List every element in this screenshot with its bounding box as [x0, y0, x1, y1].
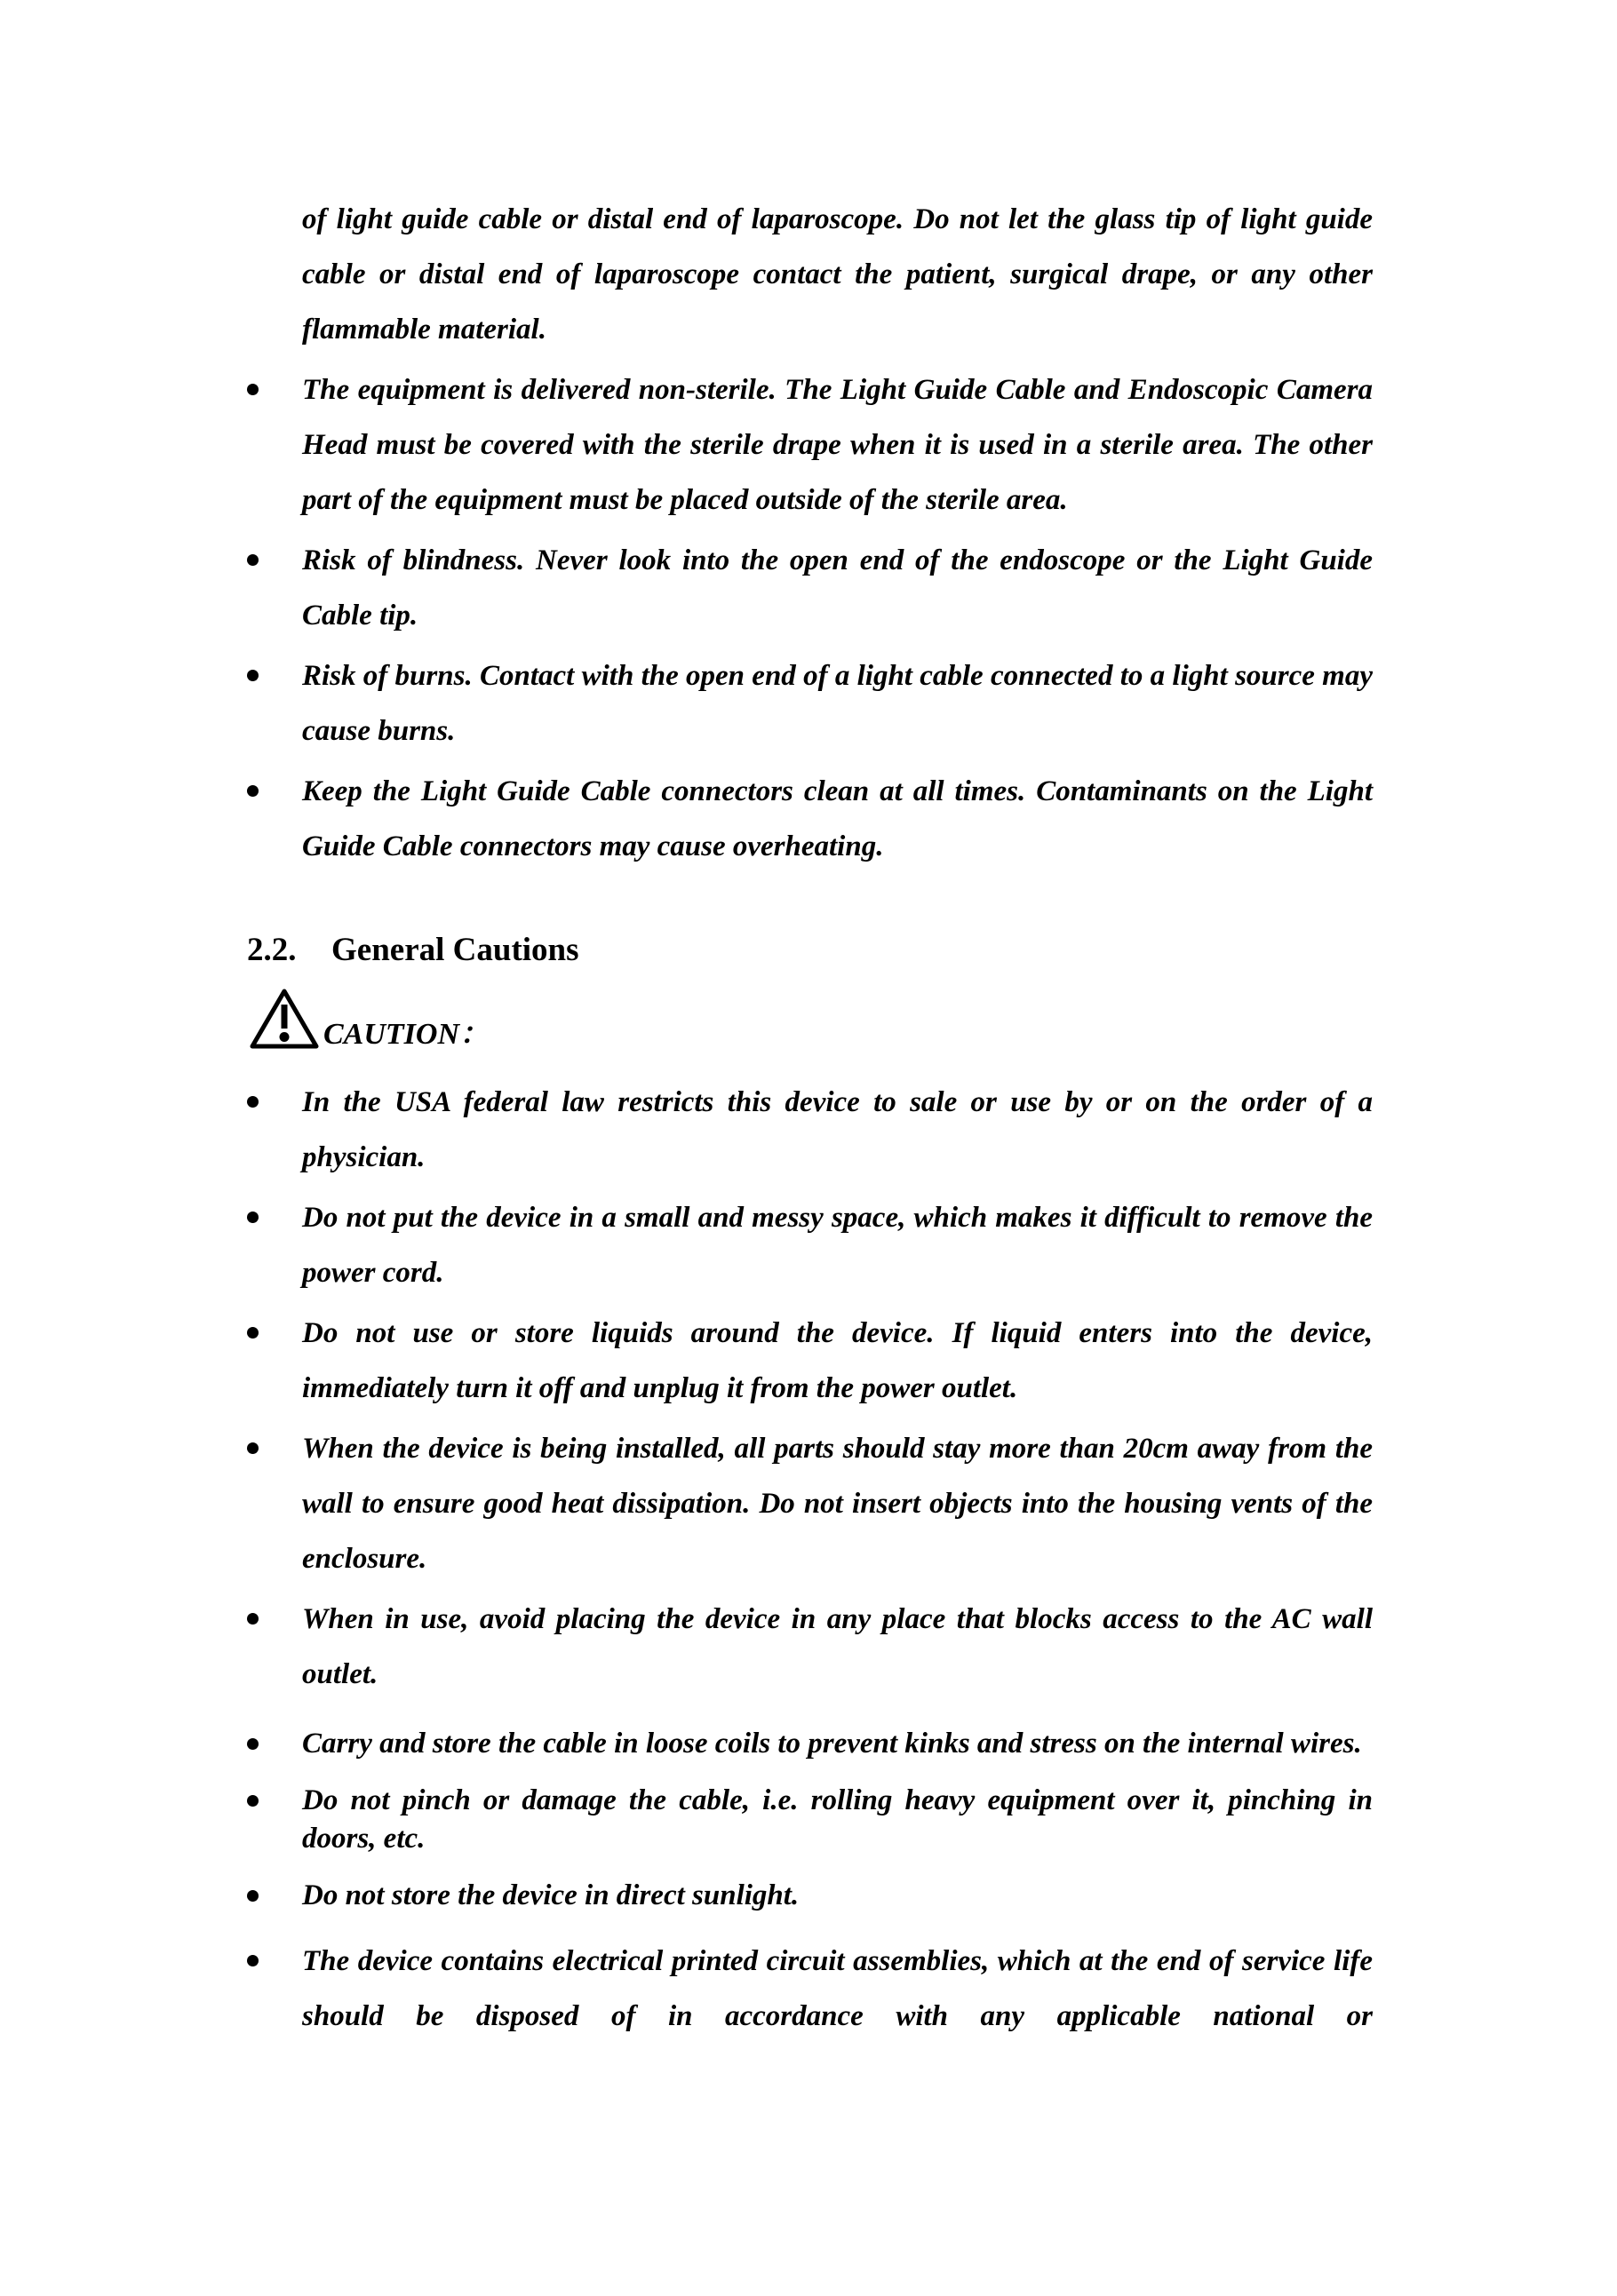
caution-bullet-item	[247, 1934, 1373, 2044]
caution-bullet-item	[247, 1306, 1373, 1416]
warning-bullet-item	[247, 764, 1373, 874]
page-content	[247, 192, 1373, 2049]
caution-bullet-text: The device contains electrical printed circuit assemblies, which at the end of service life should be disposed of in accordance with any applicable national or	[302, 1945, 1373, 2032]
bullet-icon	[247, 1212, 259, 1223]
caution-bullet-text: Do not use or store liquids around the device. If liquid enters into the device, immediately turn it off and unplug it from the power outlet.	[302, 1317, 1373, 1404]
caution-bullet-text: When the device is being installed, all parts should stay more than 20cm away from the wall to ensure good heat dissipation. Do not insert objects into the housing vents of the enclosure.	[302, 1433, 1373, 1575]
caution-bullet-item	[247, 1877, 1373, 1915]
section-heading	[247, 929, 1373, 972]
caution-banner	[247, 986, 1373, 1052]
bullet-icon	[247, 1955, 259, 1966]
bullet-icon	[247, 1795, 259, 1807]
caution-bullet-item	[247, 1421, 1373, 1586]
caution-bullet-text: In the USA federal law restricts this device to sale or use by or on the order of a physician.	[302, 1086, 1373, 1173]
warning-bullet-text: Risk of blindness. Never look into the open end of the endoscope or the Light Guide Cable tip.	[302, 544, 1373, 632]
bullet-icon	[247, 554, 259, 566]
warning-triangle-exclamation-icon	[247, 986, 322, 1052]
bullet-icon	[247, 785, 259, 797]
caution-label: CAUTION：	[323, 1018, 490, 1051]
section-title: General Cautions	[331, 932, 579, 968]
continuation-paragraph: of light guide cable or distal end of laparoscope. Do not let the glass tip of light guide cable or distal end of laparoscope contact the patient, surgical drape, or any other flammable material.	[302, 203, 1373, 346]
bullet-icon	[247, 1327, 259, 1339]
warning-bullet-item	[247, 533, 1373, 643]
caution-bullet-item	[247, 1592, 1373, 1702]
caution-bullet-item	[247, 1190, 1373, 1300]
section-number: 2.2.	[247, 932, 297, 968]
caution-bullet-text: Do not store the device in direct sunlight.	[302, 1879, 800, 1911]
caution-bullet-text: Do not pinch or damage the cable, i.e. rolling heavy equipment over it, pinching in doors, etc.	[302, 1784, 1373, 1855]
caution-bullet-text: Carry and store the cable in loose coils to prevent kinks and stress on the internal wires.	[302, 1728, 1362, 1760]
caution-bullet-text: When in use, avoid placing the device in any place that blocks access to the AC wall outlet.	[302, 1603, 1373, 1690]
bullet-icon	[247, 1890, 259, 1902]
warning-bullet-text: The equipment is delivered non-sterile. The Light Guide Cable and Endoscopic Camera Head must be covered with the sterile drape when it is used in a sterile area. The other part of the equipment must be placed outside of the sterile area.	[302, 374, 1373, 516]
warning-bullet-text: Keep the Light Guide Cable connectors clean at all times. Contaminants on the Light Guide Cable connectors may cause overheating.	[302, 775, 1373, 862]
bullet-icon	[247, 1738, 259, 1750]
bullet-icon	[247, 384, 259, 395]
warning-bullet-item	[247, 362, 1373, 528]
bullet-icon	[247, 1096, 259, 1108]
bullet-icon	[247, 1442, 259, 1454]
caution-bullet-text: Do not put the device in a small and messy space, which makes it difficult to remove the power cord.	[302, 1202, 1373, 1289]
bullet-icon	[247, 670, 259, 681]
caution-bullet-item	[247, 1075, 1373, 1185]
caution-bullet-item	[247, 1782, 1373, 1858]
bullet-icon	[247, 1613, 259, 1625]
caution-bullet-item	[247, 1725, 1373, 1763]
warning-bullet-text: Risk of burns. Contact with the open end of a light cable connected to a light source may cause burns.	[302, 660, 1373, 747]
warning-bullet-item	[247, 648, 1373, 759]
